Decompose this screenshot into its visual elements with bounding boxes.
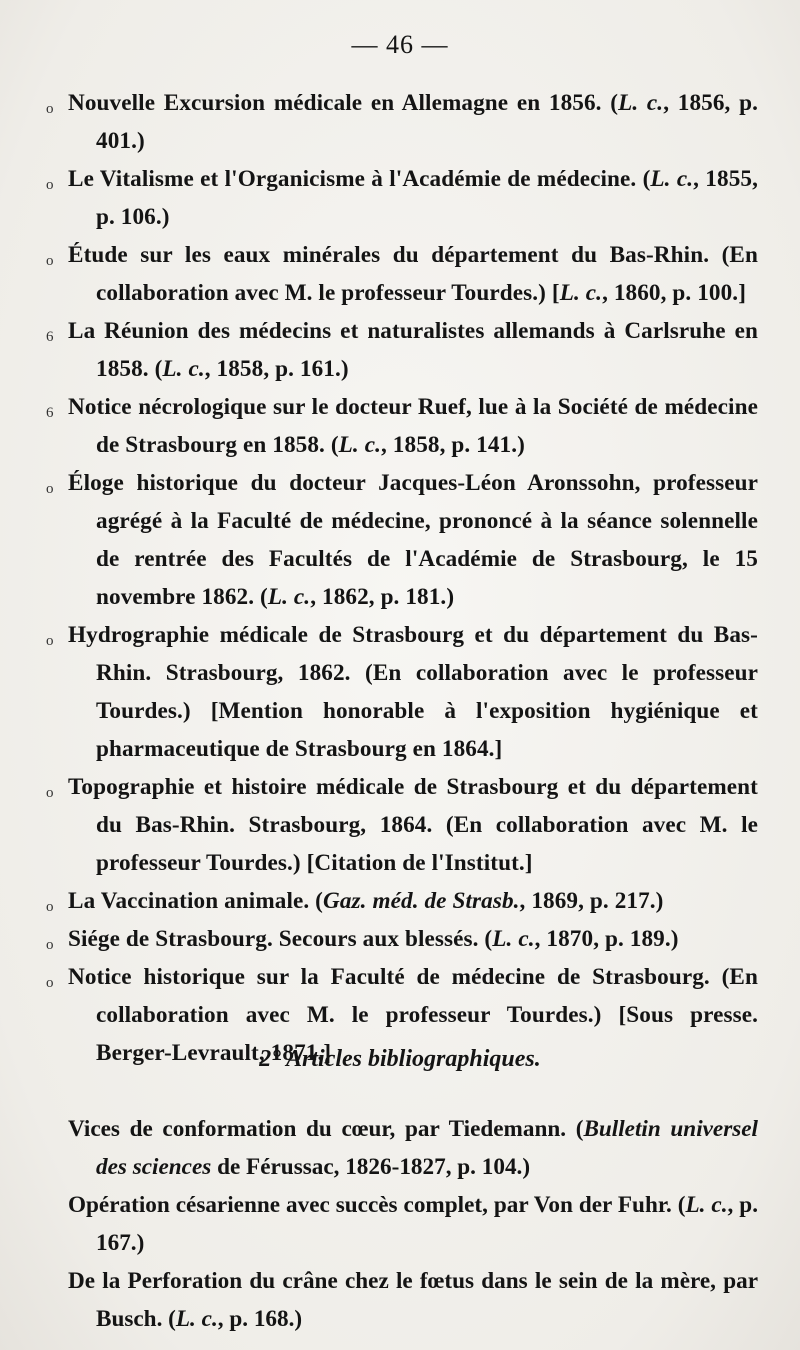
list-item: [46, 464, 758, 616]
entry-text: La Réunion des médecins et naturalistes allemands à Carlsruhe en 1858. (: [68, 318, 758, 382]
margin-mark: o: [46, 177, 54, 193]
list-item: [46, 768, 758, 882]
entry-tail: , 1858, p. 141.): [381, 432, 525, 458]
entry-text: Le Vitalisme et l'Organicisme à l'Académie de médecine. (: [68, 166, 651, 192]
entry-italic: Gaz. méd. de Strasb.: [323, 888, 520, 914]
list-item: [68, 1262, 758, 1338]
entry-text: De la Perforation du crâne chez le fœtus dans le sein de la mère, par Busch. (: [68, 1268, 758, 1332]
entry-text: Topographie et histoire médicale de Strasbourg et du département du Bas-Rhin. Strasbourg, 1864. (En collaboration avec M. le professeur Tourdes.) [Citation de l'Institut.]: [68, 774, 758, 876]
entry-tail: de Férussac, 1826-1827, p. 104.): [211, 1154, 531, 1180]
entry-text: Opération césarienne avec succès complet, par Von der Fuhr. (: [68, 1192, 686, 1218]
entry-italic: L. c.: [650, 166, 694, 192]
list-item: [46, 312, 758, 388]
margin-mark: o: [46, 785, 54, 801]
entry-text: Notice nécrologique sur le docteur Ruef, lue à la Société de médecine de Strasbourg en 1858. (: [68, 394, 758, 458]
entry-text: Éloge historique du docteur Jacques-Léon Aronssohn, professeur agrégé à la Faculté de médecine, prononcé à la séance solennelle de rentrée des Facultés de l'Académie de Strasbourg, le 15 novembre 1862. (: [68, 470, 758, 610]
publication-list: [0, 84, 800, 1072]
entry-text: Siége de Strasbourg. Secours aux blessés. (: [68, 926, 493, 952]
entry-text: Vices de conformation du cœur, par Tiedemann. (: [68, 1116, 584, 1142]
margin-mark: o: [46, 975, 54, 991]
list-item: [46, 882, 758, 920]
entry-italic: L. c.: [175, 1306, 218, 1332]
margin-mark: o: [46, 633, 54, 649]
list-item: [46, 388, 758, 464]
entry-tail: , 1862, p. 181.): [310, 584, 455, 610]
entry-italic: L. c.: [559, 280, 603, 306]
page-number: — 46 —: [351, 30, 449, 59]
entry-text: Nouvelle Excursion médicale en Allemagne en 1856. (: [68, 90, 619, 116]
list-item: [68, 1186, 758, 1262]
entry-tail: , 1855, p. 106.): [96, 166, 758, 230]
list-item: [46, 84, 758, 160]
entry-text: Hydrographie médicale de Strasbourg et du département du Bas-Rhin. Strasbourg, 1862. (En collaboration avec le professeur Tourdes.) [Mention honorable à l'exposition hygiénique et pharmaceutique de Strasbourg en 1864.]: [68, 622, 758, 762]
entry-italic: L. c.: [162, 356, 205, 382]
entry-tail: , 1869, p. 217.): [519, 888, 664, 914]
entry-tail: , 1856, p. 401.): [96, 90, 758, 154]
list-item: [46, 160, 758, 236]
entry-italic: L. c.: [492, 926, 535, 952]
entry-tail: , p. 167.): [96, 1192, 758, 1256]
margin-mark: 6: [46, 405, 54, 421]
margin-mark: o: [46, 937, 54, 953]
list-item: [46, 236, 758, 312]
entry-text: Notice historique sur la Faculté de médecine de Strasbourg. (En collaboration avec M. le professeur Tourdes.) [Sous presse. Berger-Levrault, 1871.]: [68, 964, 758, 1066]
entry-italic: L. c.: [267, 584, 311, 610]
list-item: [46, 616, 758, 768]
entry-italic: L. c.: [618, 90, 664, 116]
bibliographic-list: [0, 1110, 800, 1338]
entry-tail: , 1858, p. 161.): [204, 356, 349, 382]
list-item: [68, 1110, 758, 1186]
section-title: 2° Articles bibliographiques.: [259, 1046, 541, 1072]
entry-tail: , 1860, p. 100.]: [602, 280, 747, 306]
margin-mark: o: [46, 101, 54, 117]
margin-mark: o: [46, 253, 54, 269]
margin-mark: 6: [46, 329, 54, 345]
entry-tail: , 1870, p. 189.): [534, 926, 679, 952]
entry-text: La Vaccination animale. (: [68, 888, 324, 914]
entry-text: Étude sur les eaux minérales du département du Bas-Rhin. (En collaboration avec M. le professeur Tourdes.) [: [68, 242, 758, 306]
entry-italic: L. c.: [685, 1192, 728, 1218]
margin-mark: o: [46, 899, 54, 915]
entry-tail: , p. 168.): [217, 1306, 303, 1332]
entry-italic: L. c.: [338, 432, 382, 458]
list-item: [46, 920, 758, 958]
entry-italic: Bulletin universel des sciences: [96, 1116, 759, 1180]
margin-mark: o: [46, 481, 54, 497]
